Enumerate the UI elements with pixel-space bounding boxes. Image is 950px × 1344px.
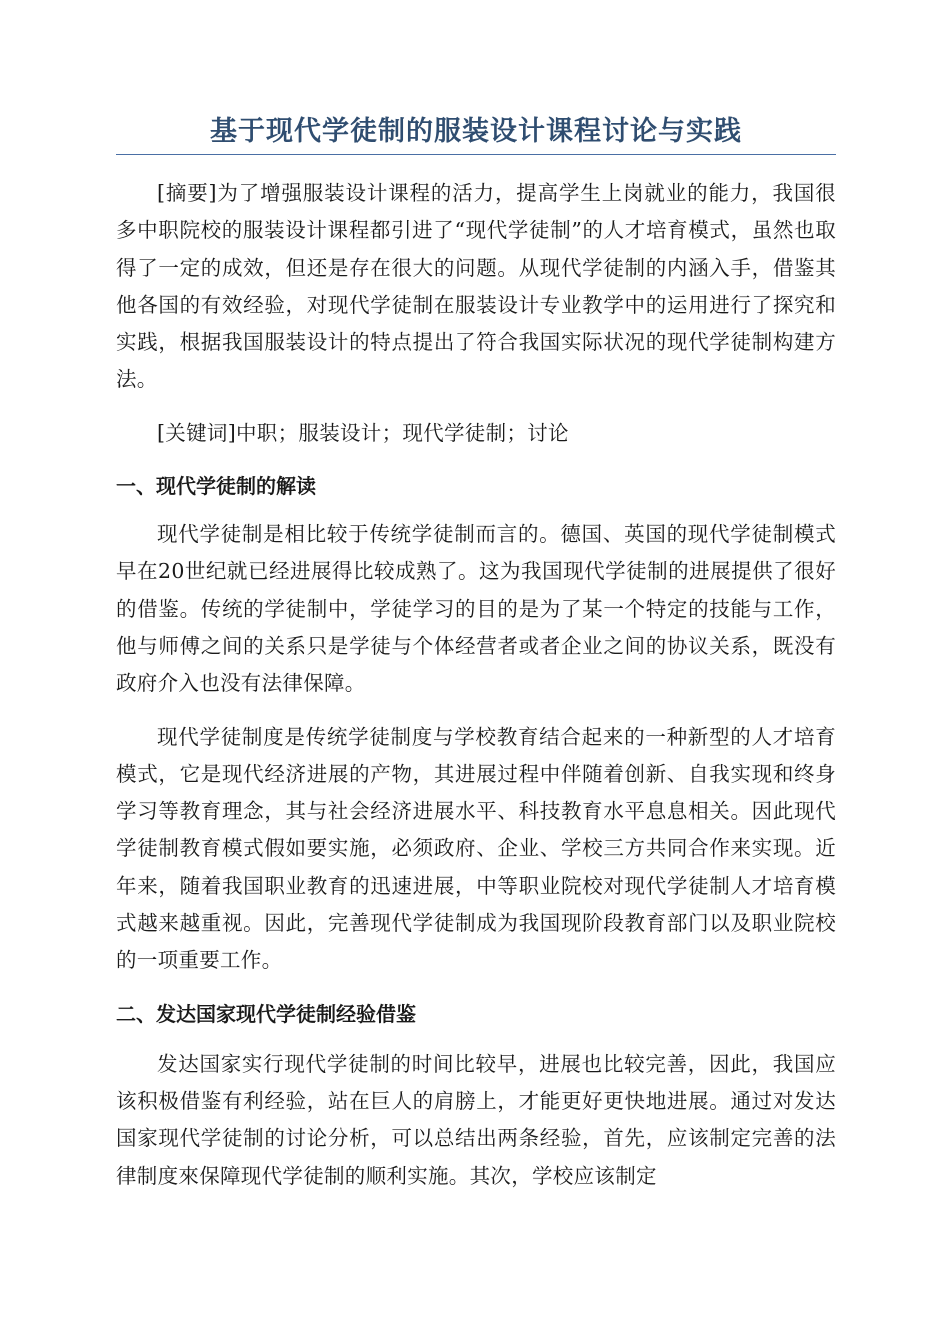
section-heading-1: 一、现代学徒制的解读 (116, 474, 316, 499)
section-heading-2: 二、发达国家现代学徒制经验借鉴 (116, 1001, 416, 1026)
keywords-paragraph: [关键词]中职；服装设计；现代学徒制；讨论 (157, 420, 569, 445)
document-page (116, 112, 836, 1195)
section-1-paragraph-2: 现代学徒制度是传统学徒制度与学校教育结合起来的一种新型的人才培育模式，它是现代经济进展的产物，其进展过程中伴随着创新、自我实现和终身学习等教育理念，其与社会经济进展水平、科技教育水平息息相关。因此现代学徒制教育模式假如要实施，必须政府、企业、学校三方共同合作来实现。近年来，随着我国职业教育的迅速进展，中等职业院校对现代学徒制人才培育模式越来越重视。因此，完善现代学徒制成为我国现阶段教育部门以及职业院校的一项重要工作。 (116, 724, 836, 973)
document-title: 基于现代学徒制的服装设计课程讨论与实践 (116, 112, 836, 155)
abstract-paragraph: [摘要]为了增强服装设计课程的活力，提高学生上岗就业的能力，我国很多中职院校的服装设计课程都引进了“现代学徒制”的人才培育模式，虽然也取得了一定的成效，但还是存在很大的问题。从现代学徒制的内涵入手，借鉴其他各国的有效经验，对现代学徒制在服装设计专业教学中的运用进行了探究和实践，根据我国服装设计的特点提出了符合我国实际状况的现代学徒制构建方法。 (116, 181, 836, 392)
section-2-paragraph-1: 发达国家实行现代学徒制的时间比较早，进展也比较完善，因此，我国应该积极借鉴有利经验，站在巨人的肩膀上，才能更好更快地进展。通过对发达国家现代学徒制的讨论分析，可以总结出两条经验，首先，应该制定完善的法律制度來保障现代学徒制的顺利实施。其次，学校应该制定 (116, 1051, 836, 1188)
section-1-paragraph-1: 现代学徒制是相比较于传统学徒制而言的。德国、英国的现代学徒制模式早在20世纪就已经进展得比较成熟了。这为我国现代学徒制的进展提供了很好的借鉴。传统的学徒制中，学徒学习的目的是为了某一个特定的技能与工作，他与师傅之间的关系只是学徒与个体经营者或者企业之间的协议关系，既没有政府介入也没有法律保障。 (116, 522, 836, 696)
